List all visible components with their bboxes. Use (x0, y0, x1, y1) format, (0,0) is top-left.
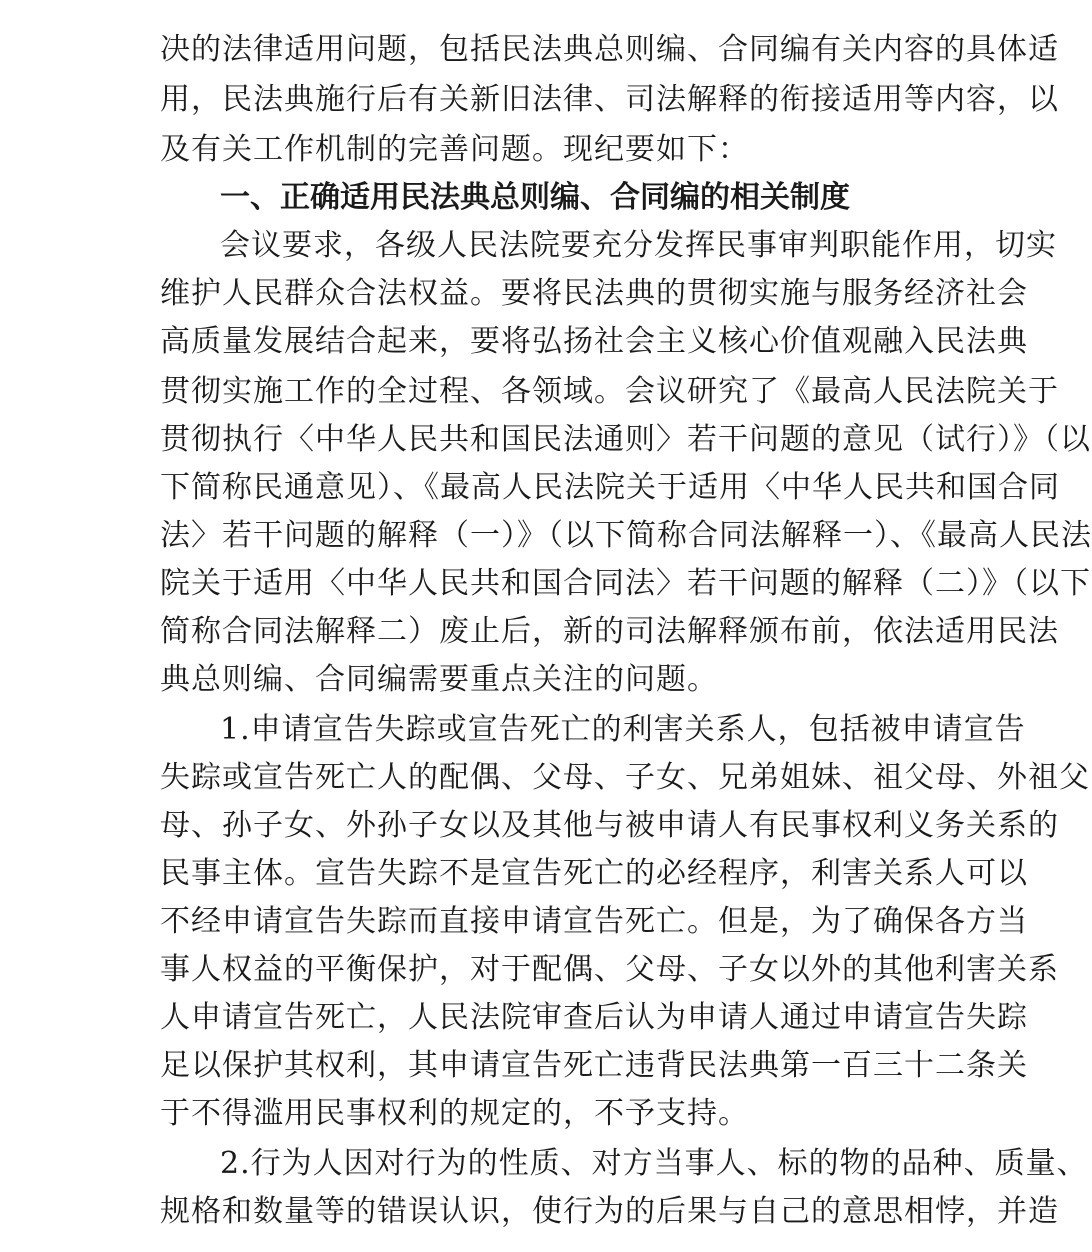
text-line: 典总则编、合同编需要重点关注的问题。 (160, 662, 718, 697)
text-line: 高质量发展结合起来，要将弘扬社会主义核心价值观融入民法典 (160, 324, 1028, 359)
text-line: 及有关工作机制的完善问题。现纪要如下： (160, 132, 749, 167)
text-line: 用，民法典施行后有关新旧法律、司法解释的衔接适用等内容，以 (160, 82, 1059, 117)
text-line: 维护人民群众合法权益。要将民法典的贯彻实施与服务经济社会 (160, 276, 1028, 311)
section-heading: 一、正确适用民法典总则编、合同编的相关制度 (220, 180, 850, 215)
text-line: 简称合同法解释二）废止后，新的司法解释颁布前，依法适用民法 (160, 614, 1059, 649)
text-line: 下简称民通意见）、《最高人民法院关于适用〈中华人民共和国合同 (160, 470, 1060, 505)
text-line: 不经申请宣告失踪而直接申请宣告死亡。但是，为了确保各方当 (160, 904, 1028, 939)
text-line: 会议要求，各级人民法院要充分发挥民事审判职能作用，切实 (220, 228, 1057, 263)
text-line: 2.行为人因对行为的性质、对方当事人、标的物的品种、质量、 (220, 1146, 1088, 1181)
text-line: 足以保护其权利，其申请宣告死亡违背民法典第一百三十二条关 (160, 1048, 1028, 1083)
text-line: 事人权益的平衡保护，对于配偶、父母、子女以外的其他利害关系 (160, 952, 1059, 987)
text-line: 1.申请宣告失踪或宣告死亡的利害关系人，包括被申请宣告 (220, 712, 1026, 747)
text-line: 法〉若干问题的解释（一）》（以下简称合同法解释一）、《最高人民法 (160, 518, 1092, 553)
text-line: 决的法律适用问题，包括民法典总则编、合同编有关内容的具体适 (160, 32, 1059, 67)
text-line: 失踪或宣告死亡人的配偶、父母、子女、兄弟姐妹、祖父母、外祖父 (160, 760, 1090, 795)
text-line: 贯彻实施工作的全过程、各领域。会议研究了《最高人民法院关于 (160, 374, 1059, 409)
text-line: 母、孙子女、外孙子女以及其他与被申请人有民事权利义务关系的 (160, 808, 1059, 843)
text-line: 贯彻执行〈中华人民共和国民法通则〉若干问题的意见（试行）》（以 (160, 422, 1091, 457)
text-line: 院关于适用〈中华人民共和国合同法〉若干问题的解释（二）》（以下 (160, 566, 1091, 601)
text-line: 人申请宣告死亡，人民法院审查后认为申请人通过申请宣告失踪 (160, 1000, 1028, 1035)
text-line: 民事主体。宣告失踪不是宣告死亡的必经程序，利害关系人可以 (160, 856, 1028, 891)
text-line: 规格和数量等的错误认识，使行为的后果与自己的意思相悖，并造 (160, 1194, 1059, 1229)
text-line: 于不得滥用民事权利的规定的，不予支持。 (160, 1096, 749, 1131)
